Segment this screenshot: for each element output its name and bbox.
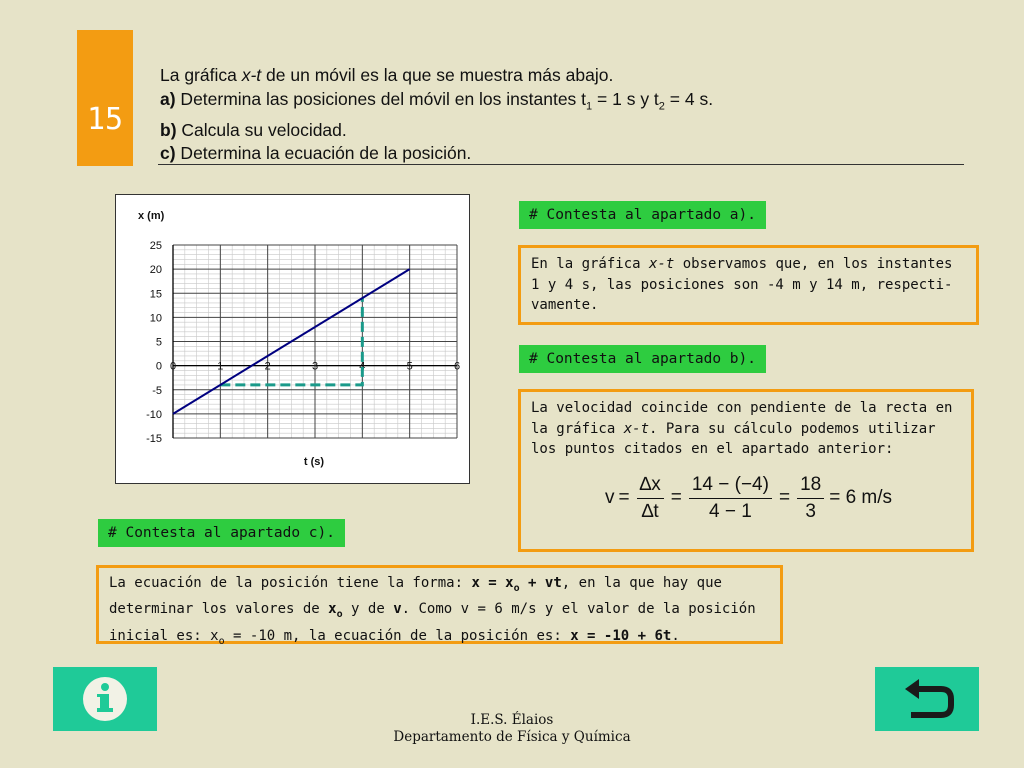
footer xyxy=(0,712,1024,746)
y-tick-label: 25 xyxy=(149,240,162,252)
x-tick-label: 5 xyxy=(406,360,413,373)
question-c: c) Determina la ecuación de la posición. xyxy=(160,143,472,163)
x-tick-label: 2 xyxy=(264,360,271,373)
question-a: a) Determina las posiciones del móvil en los instantes $t_1 = 1$ s y $t_2 = 4$ s. xyxy=(160,88,714,112)
xt-chart-svg xyxy=(116,195,468,482)
answer-b-box xyxy=(518,389,974,552)
y-tick-label: 5 xyxy=(155,336,162,349)
y-tick-label: -5 xyxy=(152,384,162,397)
exercise-number: 15 xyxy=(86,102,124,137)
x-tick-label: 1 xyxy=(217,360,224,373)
answer-a-box: En la gráfica x-t observamos que, en los instantes 1 y 4 s, las posiciones son -4 m y 14 m, respecti-vamente. xyxy=(518,245,979,325)
y-tick-label: 20 xyxy=(149,264,162,277)
fraction-dx-dt: $\frac{\Delta x}{\Delta t}$ xyxy=(637,474,664,523)
y-tick-label: 15 xyxy=(149,288,162,301)
label-part-b: # Contesta al apartado b). xyxy=(519,345,766,373)
y-axis-label: x (m) xyxy=(138,210,165,222)
exercise-number-box xyxy=(77,30,133,166)
fraction-values: $\frac{14 - (-4)}{4 - 1}$ xyxy=(689,474,772,523)
x-tick-label: 6 xyxy=(453,360,461,373)
x-tick-label: 0 xyxy=(169,360,177,373)
y-tick-label: -15 xyxy=(146,433,162,445)
answer-b-text: La velocidad coincide con pendiente de la recta en la gráfica x-t. Para su cálculo podemos utilizar los puntos citados en el apartado anterior: xyxy=(531,400,953,457)
x-tick-label: 3 xyxy=(311,360,319,373)
footer-school: I.E.S. Élaios xyxy=(470,712,554,728)
question-b: b) Calcula su velocidad. xyxy=(160,119,347,140)
velocity-formula: v = $\frac{\Delta x}{\Delta t}$ = $\frac{14 - (-4)}{4 - 1}$ = $\frac{18}{3}$ = 6 m/s xyxy=(605,474,893,522)
footer-department: Departamento de Física y Química xyxy=(393,729,631,745)
y-tick-label: 10 xyxy=(149,312,162,325)
header-divider xyxy=(158,164,964,165)
fraction-result: $\frac{18}{3}$ xyxy=(797,474,824,523)
label-part-c: # Contesta al apartado c). xyxy=(98,519,345,547)
y-tick-label: -10 xyxy=(146,408,162,421)
question-intro: La gráfica x-t de un móvil es la que se muestra más abajo. xyxy=(160,65,614,85)
x-axis-label: t (s) xyxy=(303,456,325,468)
xt-chart xyxy=(115,194,470,484)
answer-c-box: La ecuación de la posición tiene la forma: $x = x_o$ + vt, en la que hay que determinar los valores de $x_o$ y de v. Como v = 6 m/s y el valor de la posición inicial es: $x_o = -10$ m, la ecuación de la posición es: x = -10 + 6t. xyxy=(96,565,783,644)
label-part-a: # Contesta al apartado a). xyxy=(519,201,766,229)
question-text xyxy=(160,64,980,166)
x-tick-label: 4 xyxy=(359,360,366,373)
y-tick-label: 0 xyxy=(155,360,162,373)
